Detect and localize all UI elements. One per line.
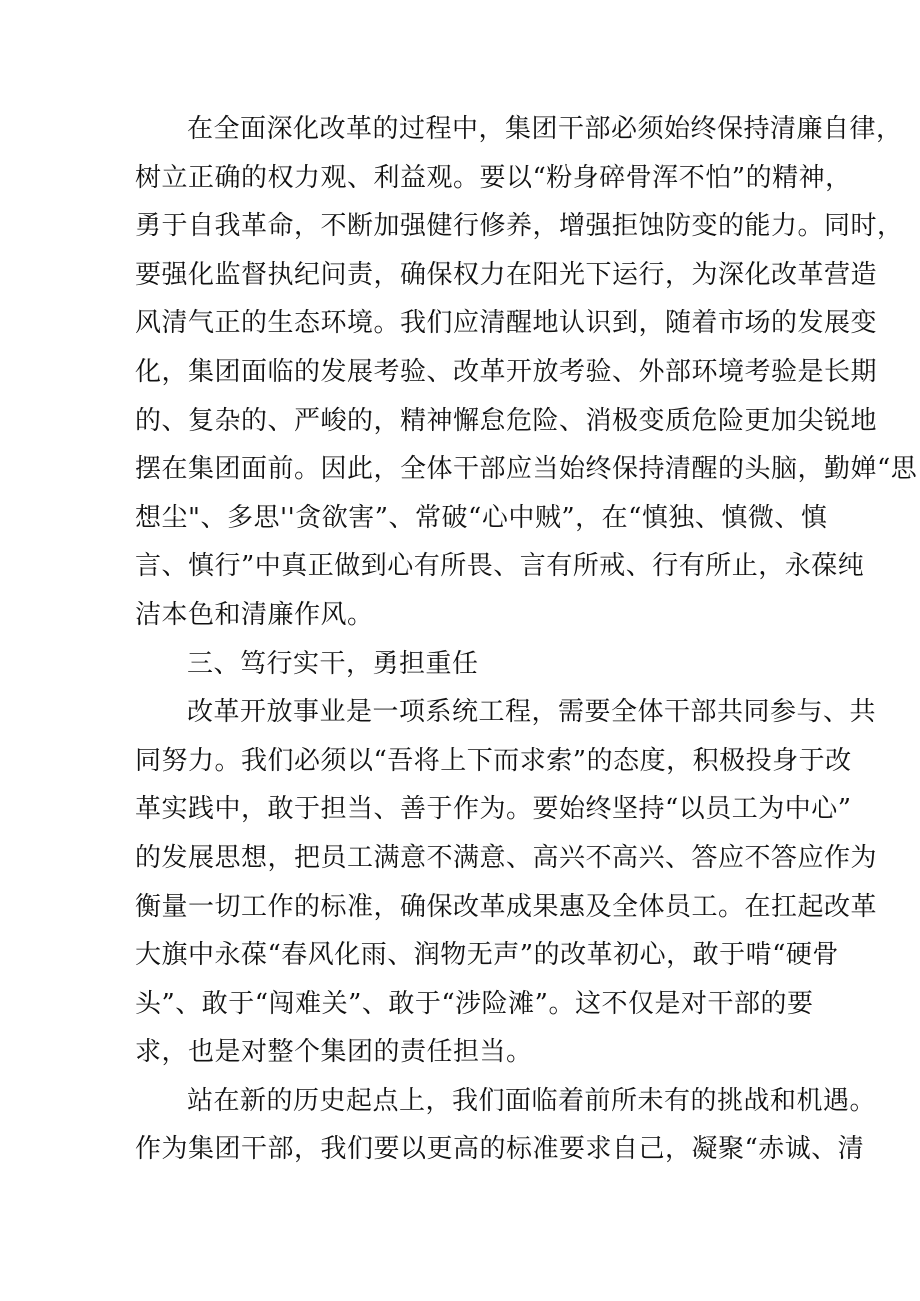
text-line: 同努力。我们必须以“吾将上下而求索”的态度，积极投身于改 [135, 745, 852, 776]
text-line: 作为集团干部，我们要以更高的标准要求自己，凝聚“赤诚、清 [135, 1134, 865, 1165]
text-line: 求，也是对整个集团的责任担当。 [135, 1037, 533, 1068]
text-line: 革实践中，敢于担当、善于作为。要始终坚持“以员工为中心” [135, 794, 852, 825]
text-line: 大旗中永葆“春风化雨、润物无声”的改革初心，敢于啃“硬骨 [135, 940, 839, 971]
text-line: 在全面深化改革的过程中，集团干部必须始终保持清廉自律， [187, 114, 903, 144]
text-line: 摆在集团面前。因此，全体干部应当始终保持清醒的头脑，勤婵“思 [135, 454, 918, 485]
text-line: 勇于自我革命，不断加强健行修养，增强拒蚀防变的能力。同时， [135, 211, 904, 242]
text-line: 化，集团面临的发展考验、改革开放考验、外部环境考验是长期 [135, 356, 878, 387]
text-line: 头”、敢于“闯难关”、敢于“涉险滩”。这不仅是对干部的要 [135, 988, 814, 1019]
text-line: 树立正确的权力观、利益观。要以“粉身碎骨浑不怕”的精神， [135, 162, 852, 193]
text-line: 衡量一切工作的标准，确保改革成果惠及全体员工。在扛起改革 [135, 891, 878, 922]
text-line: 改革开放事业是一项系统工程，需要全体干部共同参与、共 [187, 697, 877, 728]
section-heading: 三、笃行实干，勇担重任 [187, 648, 479, 679]
text-line: 站在新的历史起点上，我们面临着前所未有的挑战和机遇。 [187, 1085, 877, 1116]
text-line: 风清气正的生态环境。我们应清醒地认识到，随着市场的发展变 [135, 308, 878, 339]
text-line: 想尘"、多思''贪欲害”、常破“心中贼”，在“慎独、慎微、慎 [135, 502, 828, 533]
text-line: 洁本色和清廉作风。 [135, 599, 374, 630]
text-line: 言、慎行”中真正做到心有所畏、言有所戒、行有所止，永葆纯 [135, 551, 865, 582]
text-line: 要强化监督执纪问责，确保权力在阳光下运行，为深化改革营造 [135, 259, 878, 290]
document-body [135, 105, 918, 1174]
text-line: 的、复杂的、严峻的，精神懈怠危险、消极变质危险更加尖锐地 [135, 405, 878, 436]
text-line: 的发展思想，把员工满意不满意、高兴不高兴、答应不答应作为 [135, 842, 878, 873]
